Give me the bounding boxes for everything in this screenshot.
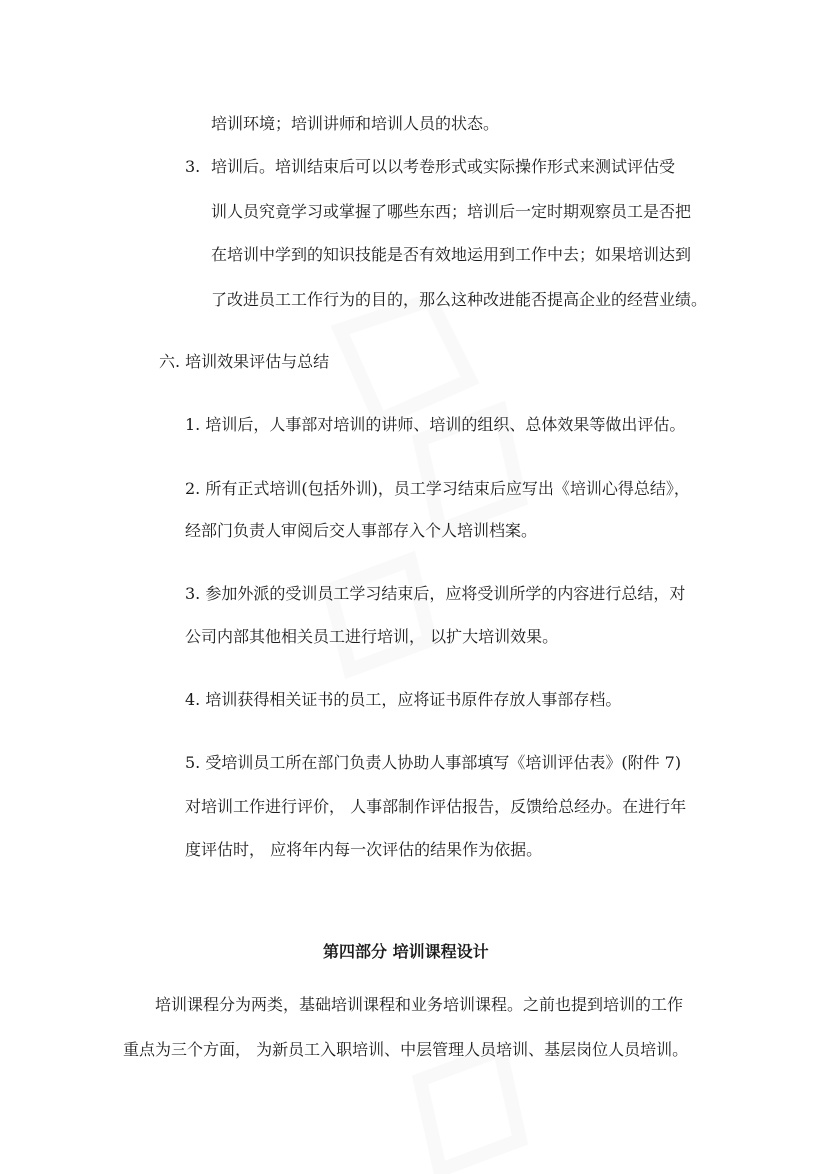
list-item-line: 1. 培训后，人事部对培训的讲师、培训的组织、总体效果等做出评估。 xyxy=(185,415,686,434)
item-3-number: 3. xyxy=(185,157,201,176)
item-number xyxy=(185,157,200,177)
list-item-line: 公司内部其他相关员工进行培训， 以扩大培训效果。 xyxy=(185,627,559,646)
item-3-line-4: 了改进员工工作行为的目的，那么这种改进能否提高企业的经营业绩。 xyxy=(211,290,708,309)
paragraph-line: 重点为三个方面， 为新员工入职培训、中层管理人员培训、基层岗位人员培训。 xyxy=(123,1040,689,1059)
list-item-line: 3. 参加外派的受训员工学习结束后，应将受训所学的内容进行总结，对 xyxy=(185,584,686,603)
item-3-line-1: 培训后。培训结束后可以以考卷形式或实际操作形式来测试评估受 xyxy=(211,157,676,176)
list-item-line: 经部门负责人审阅后交人事部存入个人培训档案。 xyxy=(185,521,538,540)
item-3-line-2: 训人员究竟学习或掌握了哪些东西；培训后一定时期观察员工是否把 xyxy=(211,202,692,221)
list-item-line: 2. 所有正式培训(包括外训)，员工学习结束后应写出《培训心得总结》， xyxy=(185,479,690,498)
continuation-line: 培训环境；培训讲师和培训人员的状态。 xyxy=(211,114,500,133)
list-item-line: 度评估时， 应将年内每一次评估的结果作为依据。 xyxy=(185,840,543,859)
item-3-line-3: 在培训中学到的知识技能是否有效地运用到工作中去；如果培训达到 xyxy=(211,245,692,264)
section-heading: 六. 培训效果评估与总结 xyxy=(159,352,330,371)
list-item-line: 4. 培训获得相关证书的员工，应将证书原件存放人事部存档。 xyxy=(185,690,622,709)
part-heading: 第四部分 培训课程设计 xyxy=(323,942,489,961)
paragraph-line: 培训课程分为两类，基础培训课程和业务培训课程。之前也提到培训的工作 xyxy=(155,995,684,1014)
list-item-line: 对培训工作进行评价， 人事部制作评估报告，反馈给总经办。在进行年 xyxy=(185,797,687,816)
list-item-line: 5. 受培训员工所在部门负责人协助人事部填写《培训评估表》(附件 7) xyxy=(185,753,682,772)
